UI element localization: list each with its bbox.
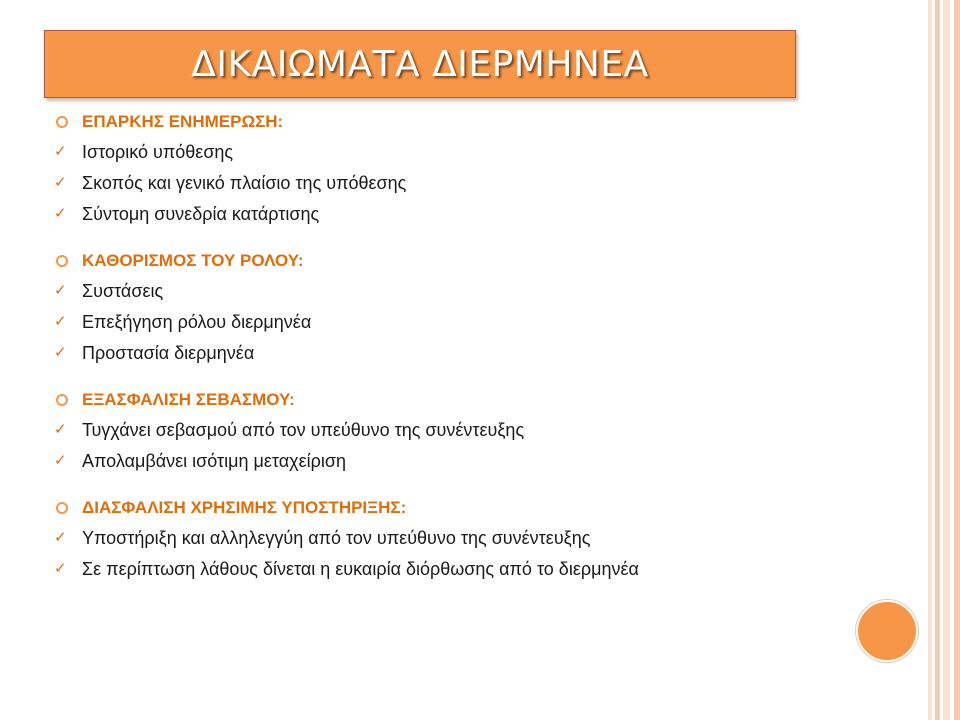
list-item [52,446,872,477]
stripe [954,0,960,720]
section-heading: ΔΙΑΣΦΑΛΙΣΗ ΧΡΗΣΙΜΗΣ ΥΠΟΣΤΗΡΙΞΗΣ: [82,497,407,517]
checkmark-icon: ✓ [54,528,67,546]
list-item-text: Υποστήριξη και αλληλεγγύη από τον υπεύθυνο της συνέντευξης [82,528,591,548]
checkmark-icon: ✓ [54,343,67,361]
title-banner [44,30,796,98]
circle-bullet-icon [56,116,68,128]
checkmark-icon: ✓ [54,142,67,160]
bullet-content [52,106,872,585]
list-item-text: Σκοπός και γενικό πλαίσιο της υπόθεσης [82,173,407,193]
decorative-stripes [924,0,960,720]
checkmark-icon: ✓ [54,281,67,299]
list-item [52,415,872,446]
list-item [52,276,872,307]
section-heading-row [52,245,872,276]
list-item-text: Επεξήγηση ρόλου διερμηνέα [82,312,312,332]
section-heading-row [52,384,872,415]
circle-bullet-icon [56,502,68,514]
section-spacer [52,369,872,384]
checkmark-icon: ✓ [54,420,67,438]
checkmark-icon: ✓ [54,173,67,191]
list-item-text: Συστάσεις [82,281,164,301]
list-item [52,168,872,199]
list-item-text: Απολαμβάνει ισότιμη μεταχείριση [82,451,346,471]
circle-bullet-icon [56,255,68,267]
list-item [52,199,872,230]
section-heading: ΕΞΑΣΦΑΛΙΣΗ ΣΕΒΑΣΜΟΥ: [82,389,295,409]
list-item [52,523,872,554]
circle-bullet-icon [56,394,68,406]
section-heading-row [52,106,872,137]
list-item-text: Σύντομη συνεδρία κατάρτισης [82,204,320,224]
section-spacer [52,230,872,245]
stripe [935,0,940,720]
list-item-text: Τυγχάνει σεβασμού από τον υπεύθυνο της συνέντευξης [82,420,525,440]
slide-title: ΔΙΚΑΙΩΜΑΤΑ ΔΙΕΡΜΗΝΕΑ [191,43,649,85]
list-item [52,554,872,585]
section-spacer [52,477,872,492]
section-heading: ΕΠΑΡΚΗΣ ΕΝΗΜΕΡΩΣΗ: [82,111,284,131]
list-item-text: Ιστορικό υπόθεσης [82,142,234,162]
checkmark-icon: ✓ [54,559,67,577]
checkmark-icon: ✓ [54,312,67,330]
list-item-text: Προστασία διερμηνέα [82,343,255,363]
decorative-circle [856,600,918,662]
list-item [52,307,872,338]
list-item [52,338,872,369]
stripe [943,0,950,720]
checkmark-icon: ✓ [54,204,67,222]
list-item [52,137,872,168]
section-heading-row [52,492,872,523]
list-item-text: Σε περίπτωση λάθους δίνεται η ευκαιρία διόρθωσης από το διερμηνέα [82,559,639,579]
section-heading: ΚΑΘΟΡΙΣΜΟΣ ΤΟΥ ΡΟΛΟΥ: [82,250,304,270]
stripe [928,0,932,720]
checkmark-icon: ✓ [54,451,67,469]
